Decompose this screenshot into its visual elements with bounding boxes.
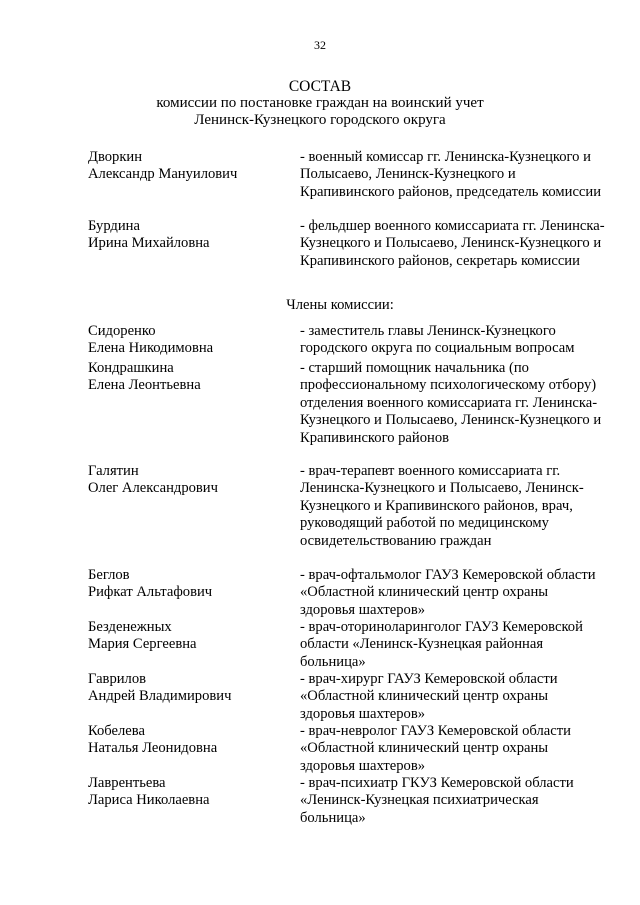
person-role: - врач-терапевт военного комиссариата гг. Ленинска-Кузнецкого и Полысаево, Ленинск-Кузнецкого и Крапивинского районов, врач, руководящий работой по медицинскому освидетельствованию граждан (300, 463, 584, 549)
person-role: - врач-психиатр ГКУЗ Кемеровской области «Ленинск-Кузнецкая психиатрическая больница» (300, 775, 574, 826)
person-role: - врач-невролог ГАУЗ Кемеровской области «Областной клинический центр охраны здоровья шахтеров» (300, 723, 571, 774)
document-header (0, 78, 640, 129)
person-name (88, 619, 288, 654)
person-surname: Гаврилов (88, 671, 147, 687)
document-title: СОСТАВ (288, 78, 352, 95)
person-given-names: Олег Александрович (88, 480, 218, 497)
person-surname: Беглов (88, 567, 130, 583)
person-name (88, 567, 288, 602)
person-role: - военный комиссар гг. Ленинска-Кузнецкого и Полысаево, Ленинск-Кузнецкого и Крапивинского районов, председатель комиссии (300, 149, 602, 200)
person-role: - врач-хирург ГАУЗ Кемеровской области «Областной клинический центр охраны здоровья шахтеров» (300, 671, 558, 722)
person-given-names: Александр Мануилович (88, 166, 238, 183)
person-name (88, 149, 288, 184)
person-given-names: Елена Никодимовна (88, 340, 214, 357)
members-heading: Члены комиссии: (286, 297, 394, 313)
page-number: 32 (314, 38, 326, 52)
person-given-names: Елена Леонтьевна (88, 377, 201, 394)
person-surname: Галятин (88, 463, 139, 479)
person-given-names: Андрей Владимирович (88, 688, 232, 705)
person-surname: Сидоренко (88, 323, 156, 339)
person-surname: Кондрашкина (88, 360, 174, 376)
person-role: - старший помощник начальника (по профессиональному психологическому отбору) отделения военного комиссариата гг. Ленинска-Кузнецкого и Полысаево, Ленинск-Кузнецкого и Крапивинского районов (300, 360, 602, 446)
person-given-names: Мария Сергеевна (88, 636, 197, 653)
person-role: - врач-офтальмолог ГАУЗ Кемеровской области «Областной клинический центр охраны здоровья шахтеров» (300, 567, 596, 618)
person-given-names: Ирина Михайловна (88, 235, 210, 252)
person-given-names: Лариса Николаевна (88, 792, 210, 809)
person-given-names: Наталья Леонидовна (88, 740, 218, 757)
person-given-names: Рифкат Альтафович (88, 584, 213, 601)
person-name (88, 323, 288, 358)
person-role: - заместитель главы Ленинск-Кузнецкого городского округа по социальным вопросам (300, 323, 575, 357)
person-name (88, 360, 288, 395)
document-subtitle-line-1: комиссии по постановке граждан на воинский учет (156, 95, 484, 111)
person-name (88, 463, 288, 498)
document-subtitle-line-2: Ленинск-Кузнецкого городского округа (194, 112, 446, 128)
person-role: - врач-оториноларинголог ГАУЗ Кемеровской области «Ленинск-Кузнецкая районная больница» (300, 619, 583, 670)
person-role: - фельдшер военного комиссариата гг. Ленинска-Кузнецкого и Полысаево, Ленинск-Кузнецкого и Крапивинского районов, секретарь комиссии (300, 218, 605, 269)
person-surname: Бурдина (88, 218, 140, 234)
person-name (88, 218, 288, 253)
person-name (88, 723, 288, 758)
person-name (88, 671, 288, 706)
person-surname: Лаврентьева (88, 775, 166, 791)
person-surname: Дворкин (88, 149, 143, 165)
person-surname: Безденежных (88, 619, 172, 635)
person-name (88, 775, 288, 810)
person-surname: Кобелева (88, 723, 145, 739)
